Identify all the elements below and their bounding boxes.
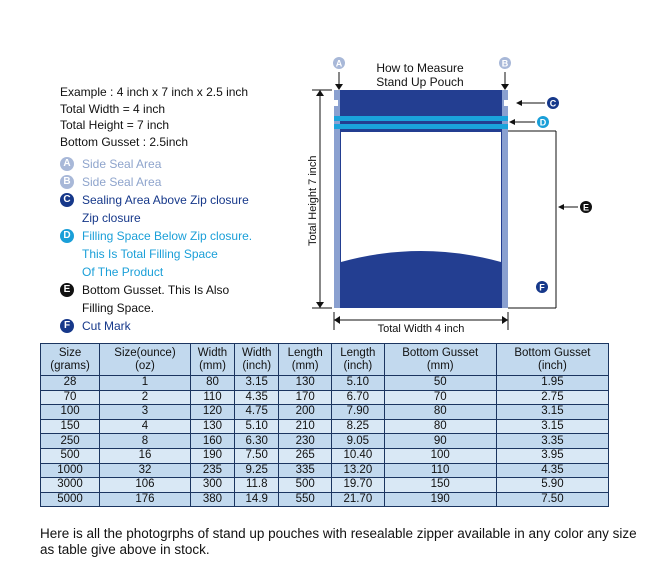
table-row: [41, 492, 609, 507]
gusset-dim-label-2: 2.5 inch: [524, 264, 530, 284]
legend-text-e: Bottom Gusset. This Is Also: [82, 283, 230, 297]
table-cell: 80: [384, 405, 496, 420]
arrow-d-head: [509, 119, 515, 125]
table-cell: 110: [384, 463, 496, 478]
table-cell: 160: [190, 434, 234, 449]
legend-text-e-cont: Filling Space.: [82, 301, 155, 315]
table-cell: 106: [100, 478, 191, 493]
diagram-title-line2: Stand Up Pouch: [376, 75, 464, 89]
marker-a-label: A: [335, 58, 343, 69]
table-cell: 80: [190, 376, 234, 391]
header-size-ounce: Size(ounce) (oz): [100, 344, 191, 376]
marker-b-label: B: [501, 58, 509, 69]
table-cell: 21.70: [332, 492, 385, 507]
table-row: [41, 390, 609, 405]
example-line: Example : 4 inch x 7 inch x 2.5 inch: [60, 85, 249, 99]
marker-f-label: F: [539, 282, 545, 293]
table-cell: 16: [100, 448, 191, 463]
table-cell: 550: [279, 492, 332, 507]
arrow-e-head: [558, 204, 564, 210]
badge-e: E: [60, 283, 74, 297]
table-cell: 170: [279, 390, 332, 405]
table-cell: 1: [100, 376, 191, 391]
height-arrow-bottom: [316, 302, 324, 308]
width-arrow-right: [502, 316, 508, 324]
table-cell: 3.15: [496, 405, 608, 420]
marker-d-label: D: [539, 117, 547, 128]
table-row: [41, 434, 609, 449]
table-cell: 4: [100, 419, 191, 434]
zip-strip-upper: [334, 116, 508, 121]
table-cell: 6.30: [235, 434, 279, 449]
legend-text-d-cont2: Of The Product: [82, 265, 164, 279]
side-seal-left: [334, 90, 340, 308]
table-cell: 8.25: [332, 419, 385, 434]
table-cell: 13.20: [332, 463, 385, 478]
table-cell: 19.70: [332, 478, 385, 493]
table-cell: 120: [190, 405, 234, 420]
table-cell: 190: [190, 448, 234, 463]
table-cell: 150: [384, 478, 496, 493]
side-seal-right: [502, 90, 508, 308]
width-arrow-left: [334, 316, 340, 324]
table-cell: 8: [100, 434, 191, 449]
table-cell: 230: [279, 434, 332, 449]
legend-text-c: Sealing Area Above Zip closure: [82, 193, 249, 207]
legend-text-b: Side Seal Area: [82, 175, 162, 189]
footer-text: Here is all the photogrphs of stand up pouches with resealable zipper available in any color any size as table give above in stock.: [40, 526, 637, 557]
table-cell: 250: [41, 434, 100, 449]
table-row: [41, 463, 609, 478]
size-table: [40, 343, 609, 507]
table-cell: 100: [41, 405, 100, 420]
table-cell: 5.10: [332, 376, 385, 391]
table-cell: 200: [279, 405, 332, 420]
pouch-interior: [341, 132, 501, 262]
table-cell: 7.90: [332, 405, 385, 420]
table-cell: 70: [41, 390, 100, 405]
cut-mark-right: [504, 100, 508, 106]
table-row: [41, 419, 609, 434]
table-row: [41, 448, 609, 463]
legend-text-d-cont1: This Is Total Filling Space: [82, 247, 218, 261]
table-cell: 14.9: [235, 492, 279, 507]
arrow-c-head: [516, 100, 522, 106]
table-cell: 70: [384, 390, 496, 405]
header-width-inch: Width (inch): [235, 344, 279, 376]
badge-b: B: [60, 175, 74, 189]
table-cell: 5.90: [496, 478, 608, 493]
table-cell: 3: [100, 405, 191, 420]
table-cell: 3.15: [235, 376, 279, 391]
diagram-title-line1: How to Measure: [376, 61, 464, 75]
table-cell: 4.75: [235, 405, 279, 420]
table-cell: 9.05: [332, 434, 385, 449]
table-cell: 335: [279, 463, 332, 478]
total-width-line: Total Width = 4 inch: [60, 101, 166, 116]
table-cell: 1000: [41, 463, 100, 478]
header-size-grams: Size (grams): [41, 344, 100, 376]
table-cell: 176: [100, 492, 191, 507]
cut-mark-left: [334, 100, 338, 106]
table-cell: 3.15: [496, 419, 608, 434]
table-header-row: [41, 344, 609, 376]
table-cell: 28: [41, 376, 100, 391]
table-cell: 2: [100, 390, 191, 405]
table-cell: 50: [384, 376, 496, 391]
legend-text-f: Cut Mark: [82, 319, 131, 333]
table-cell: 9.25: [235, 463, 279, 478]
badge-d: D: [60, 229, 74, 243]
table-cell: 210: [279, 419, 332, 434]
table-cell: 380: [190, 492, 234, 507]
table-cell: 7.50: [235, 448, 279, 463]
table-cell: 100: [384, 448, 496, 463]
table-cell: 5.10: [235, 419, 279, 434]
height-arrow-top: [316, 90, 324, 96]
table-row: [41, 478, 609, 493]
bottom-gusset-line: Bottom Gusset : 2.5inch: [60, 134, 189, 149]
header-gusset-mm: Bottom Gusset (mm): [384, 344, 496, 376]
header-length-mm: Length (mm): [279, 344, 332, 376]
zip-strip-lower: [334, 124, 508, 129]
table-cell: 5000: [41, 492, 100, 507]
badge-f: F: [60, 319, 74, 333]
table-row: [41, 376, 609, 391]
header-length-inch: Length (inch): [332, 344, 385, 376]
table-cell: 500: [279, 478, 332, 493]
marker-e-label: E: [582, 202, 590, 213]
table-row: [41, 405, 609, 420]
legend-text-a: Side Seal Area: [82, 157, 162, 171]
table-cell: 11.8: [235, 478, 279, 493]
table-cell: 1.95: [496, 376, 608, 391]
arrow-b-head: [501, 84, 509, 90]
arrow-a-head: [335, 84, 343, 90]
table-cell: 4.35: [235, 390, 279, 405]
table-cell: 130: [190, 419, 234, 434]
table-cell: 3.35: [496, 434, 608, 449]
table-cell: 300: [190, 478, 234, 493]
table-cell: 4.35: [496, 463, 608, 478]
header-width-mm: Width (mm): [190, 344, 234, 376]
gusset-dim-label-1: Bottom Gusset: [517, 258, 523, 295]
table-cell: 150: [41, 419, 100, 434]
table-cell: 10.40: [332, 448, 385, 463]
table-cell: 3.95: [496, 448, 608, 463]
total-width-label: Total Width 4 inch: [377, 323, 465, 335]
table-cell: 265: [279, 448, 332, 463]
table-cell: 235: [190, 463, 234, 478]
table-cell: 2.75: [496, 390, 608, 405]
table-cell: 7.50: [496, 492, 608, 507]
marker-c-label: C: [549, 98, 557, 109]
badge-c: C: [60, 193, 74, 207]
table-cell: 32: [100, 463, 191, 478]
total-height-label: Total Height 7 inch: [307, 155, 319, 246]
table-cell: 190: [384, 492, 496, 507]
header-gusset-inch: Bottom Gusset (inch): [496, 344, 608, 376]
table-cell: 500: [41, 448, 100, 463]
table-cell: 130: [279, 376, 332, 391]
table-cell: 80: [384, 419, 496, 434]
table-cell: 110: [190, 390, 234, 405]
badge-a: A: [60, 157, 74, 171]
table-cell: 6.70: [332, 390, 385, 405]
total-height-line: Total Height = 7 inch: [60, 118, 170, 132]
table-cell: 3000: [41, 478, 100, 493]
table-cell: 90: [384, 434, 496, 449]
legend-text-c-cont: Zip closure: [82, 211, 141, 225]
legend-text-d: Filling Space Below Zip closure.: [82, 229, 253, 243]
